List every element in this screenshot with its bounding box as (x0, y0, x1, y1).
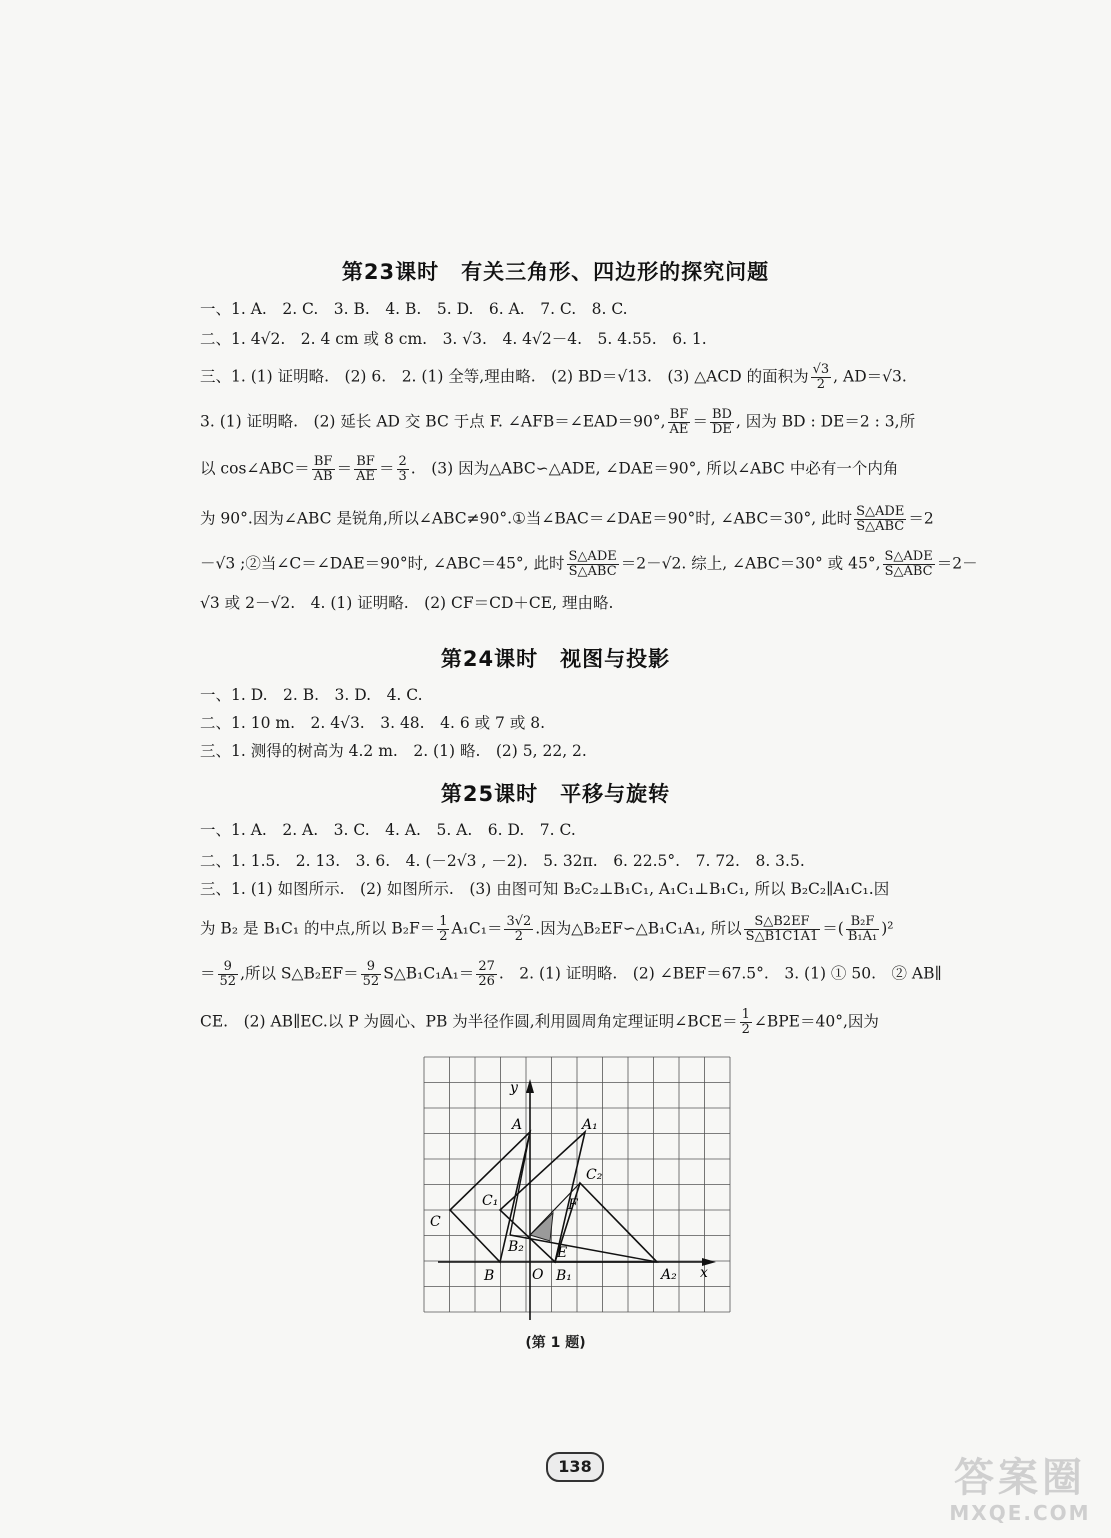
fraction: $\frac{\text{B₂F}}{\text{B₁A₁}}$ (847, 914, 878, 944)
watermark-logo (935, 1455, 1105, 1535)
s23-l5-text: 以 cos∠ABC＝ (200, 459, 310, 478)
s25-l4-text-c: .因为△B₂EF∽△B₁C₁A₁, 所以 (535, 919, 742, 938)
s25-l5-text: ＝ (200, 964, 216, 983)
s23-line3 (200, 363, 980, 392)
fraction: $\frac{\text{S△ADE}}{\text{S△ABC}}$ (856, 504, 905, 534)
s24-part2: 二、1. 10 m. 2. 4√3. 3. 48. 4. 6 或 7 或 8. (200, 714, 546, 732)
label-b1: B₁ (556, 1268, 572, 1284)
fraction: $\frac{\text{S△ADE}}{\text{S△ABC}}$ (568, 549, 617, 579)
s23-l7-text: －√3 ;②当∠C＝∠DAE＝90°时, ∠ABC＝45°, 此时 (200, 554, 565, 573)
s24-part3: 三、1. 测得的树高为 4.2 m. 2. (1) 略. (2) 5, 22, 2. (200, 742, 587, 760)
s23-l7-text-b: ＝2－√2. 综上, ∠ABC＝30° 或 45°, (620, 554, 881, 573)
shaded-triangle-b2ef (530, 1213, 553, 1241)
grid-figure-svg (420, 1055, 745, 1320)
s23-l7-text-c: ＝2－ (936, 554, 978, 573)
s25-line3: 三、1. (1) 如图所示. (2) 如图所示. (3) 由图可知 B₂C₂⊥B₁C₁, A₁C₁⊥B₁C₁, 所以 B₂C₂∥A₁C₁.因 (200, 880, 890, 898)
s25-l5-text-b: ,所以 S△B₂EF＝ (240, 964, 359, 983)
s25-l4-text-d: ＝( (822, 919, 844, 938)
fraction: $\frac{BD}{DE}$ (711, 407, 732, 437)
section-25-title: 第25课时 平移与旋转 (440, 782, 671, 806)
fraction: $\frac{1}{2}$ (741, 1007, 750, 1037)
fraction: $\frac{BF}{AE}$ (356, 454, 375, 484)
label-a: A (512, 1117, 523, 1133)
fraction: $\frac{BF}{AB}$ (313, 454, 333, 484)
fraction: $\frac{2}{3}$ (398, 454, 407, 484)
s23-l5-text-b: . (3) 因为△ABC∽△ADE, ∠DAE＝90°, 所以∠ABC 中必有一个内角 (410, 459, 899, 478)
s25-l5-text-d: . 2. (1) 证明略. (2) ∠BEF＝67.5°. 3. (1) ① 50. ② AB∥ (498, 964, 942, 983)
label-f: F (568, 1197, 578, 1213)
watermark-text: 答案圈 (954, 1455, 1086, 1501)
label-c: C (430, 1214, 441, 1230)
s23-l4-text-b: , 因为 BD : DE＝2 : 3,所 (735, 412, 916, 431)
section-24-title: 第24课时 视图与投影 (440, 647, 671, 671)
s25-line6 (200, 1008, 980, 1037)
s23-l3-text: 三、1. (1) 证明略. (2) 6. 2. (1) 全等,理由略. (2) BD＝√13. (3) △ACD 的面积为 (200, 367, 809, 386)
s25-line5 (200, 960, 980, 989)
label-b: B (484, 1268, 495, 1284)
s25-part1: 一、1. A. 2. A. 3. C. 4. A. 5. A. 6. D. 7. C. (200, 821, 576, 839)
watermark-url: MXQE.COM (949, 1501, 1091, 1525)
s25-l4-text-b: A₁C₁＝ (451, 919, 503, 938)
fraction: $\frac{S\triangle B2EF}{S\triangle B1C1A1}$ (745, 914, 819, 944)
s23-l6-text: 为 90°.因为∠ABC 是锐角,所以∠ABC≠90°.①当∠BAC＝∠DAE＝90°时, ∠ABC＝30°, 此时 (200, 509, 853, 528)
figure-caption: (第 1 题) (525, 1335, 586, 1351)
page-number: 138 (546, 1452, 604, 1482)
fraction: $\frac{√3}{2}$ (812, 362, 830, 392)
label-o: O (532, 1267, 544, 1283)
equals: ＝ (692, 412, 708, 431)
s23-line5: 以 cos∠ABC＝ $\frac{BF}{AB}$ ＝ $\frac{BF}{AE}$ ＝ $\frac{2}{3}$ . (3) 因为△ABC∽△ADE, ∠DAE＝90°, 所以∠ABC 中必有一个内角 (200, 454, 899, 484)
s23-line4 (200, 408, 980, 437)
label-a1: A₁ (582, 1117, 598, 1133)
section-23-title: 第23课时 有关三角形、四边形的探究问题 (341, 260, 770, 284)
fraction: $\frac{9}{52}$ (219, 959, 237, 989)
s25-l4-text: 为 B₂ 是 B₁C₁ 的中点,所以 B₂F＝ (200, 919, 436, 938)
label-e: E (557, 1245, 568, 1261)
s23-line7 (200, 550, 980, 579)
s23-part1: 一、1. A. 2. C. 3. B. 4. B. 5. D. 6. A. 7. C. 8. C. (200, 300, 628, 318)
grid-lines (424, 1057, 730, 1312)
s23-l4-text: 3. (1) 证明略. (2) 延长 AD 交 BC 于点 F. ∠AFB＝∠EAD＝90°, (200, 412, 666, 431)
label-c1: C₁ (482, 1193, 499, 1209)
s25-line4 (200, 915, 980, 944)
label-x: x (700, 1265, 708, 1281)
s25-part2: 二、1. 1.5. 2. 13. 3. 6. 4. (－2√3 , －2). 5. 32π. 6. 22.5°. 7. 72. 8. 3.5. (200, 852, 805, 870)
geometry-figure (420, 1055, 745, 1320)
label-c2: C₂ (586, 1167, 603, 1183)
s25-l6-text-b: ∠BPE＝40°,因为 (753, 1012, 879, 1031)
s23-l3-text-b: , AD＝√3. (833, 367, 907, 386)
y-axis-arrow (526, 1079, 534, 1093)
segment (510, 1132, 530, 1235)
label-b2: B₂ (508, 1239, 524, 1255)
fraction: $\frac{1}{2}$ (439, 914, 448, 944)
label-y: y (510, 1080, 518, 1096)
fraction: $\frac{9}{52}$ (362, 959, 380, 989)
s23-part2: 二、1. 4√2. 2. 4 cm 或 8 cm. 3. √3. 4. 4√2－4. 5. 4.55. 6. 1. (200, 330, 707, 348)
s25-l6-text: CE. (2) AB∥EC.以 P 为圆心、PB 为半径作圆,利用圆周角定理证明∠BCE＝ (200, 1012, 738, 1031)
fraction: $\frac{BF}{AE}$ (669, 407, 689, 437)
s23-line6 (200, 505, 980, 534)
s24-part1: 一、1. D. 2. B. 3. D. 4. C. (200, 686, 423, 704)
fraction: $\frac{3√2}{2}$ (506, 914, 532, 944)
s23-line8: √3 或 2－√2. 4. (1) 证明略. (2) CF＝CD＋CE, 理由略. (200, 594, 614, 612)
s25-l5-text-c: S△B₁C₁A₁＝ (383, 964, 475, 983)
fraction: $\frac{27}{26}$ (478, 959, 495, 989)
fraction: $\frac{\text{S△ADE}}{\text{S△ABC}}$ (884, 549, 933, 579)
label-a2: A₂ (661, 1267, 677, 1283)
s23-l6-text-b: ＝2 (908, 509, 934, 528)
s25-l4-text-e: )² (881, 919, 894, 938)
